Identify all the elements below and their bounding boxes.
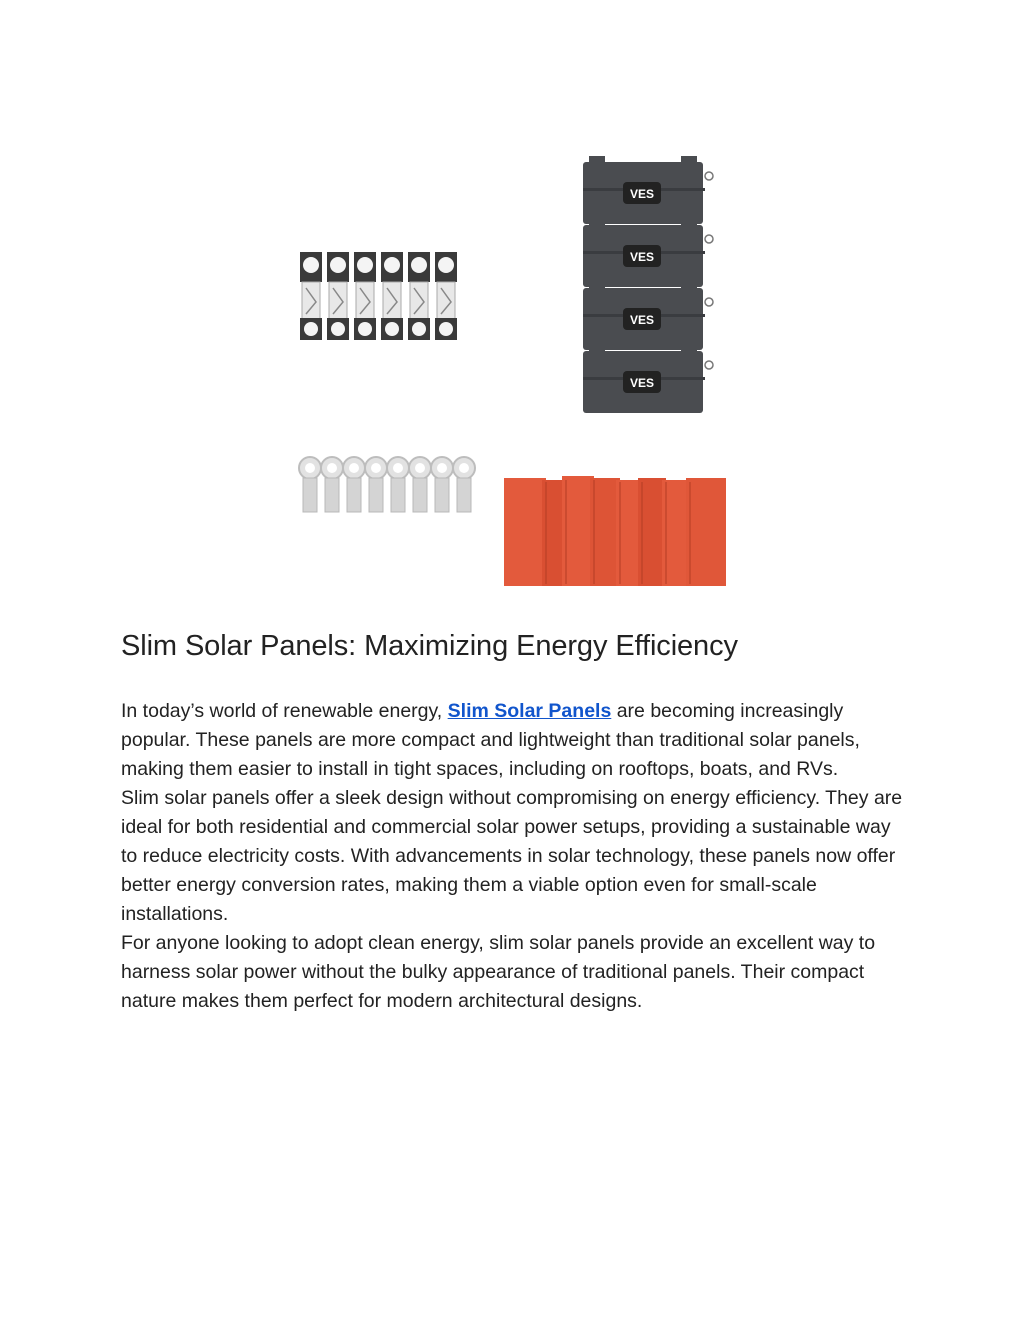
article-body xyxy=(121,697,911,1016)
fuse-strip xyxy=(300,252,457,340)
paragraph-design: Slim solar panels offer a sleek design without compromising on energy efficiency. They are ideal for both residential and commercial solar power setups, providing a sustainable way to reduce electricity costs. With advancements in solar technology, these panels now offer better energy conversion rates, making them a viable option even for small-scale installations. xyxy=(121,787,903,925)
paragraph-intro xyxy=(121,697,911,784)
ring-lugs xyxy=(299,457,475,512)
fuse-holders xyxy=(583,156,713,413)
svg-text:VES: VES xyxy=(629,187,655,201)
intro-text-after: are becoming increasingly popular. These panels are more compact and lightweight than traditional solar panels, making them easier to install in tight spaces, including on rooftops, boats, and RVs. xyxy=(121,700,860,780)
article-title: Slim Solar Panels: Maximizing Energy Efficiency xyxy=(121,630,738,662)
slim-solar-panels-link[interactable]: Slim Solar Panels xyxy=(447,700,612,722)
product-photo xyxy=(286,150,746,600)
intro-text-before: In today’s world of renewable energy, xyxy=(121,700,448,722)
paragraph-conclusion: For anyone looking to adopt clean energy, slim solar panels provide an excellent way to harness solar power without the bulky appearance of traditional panels. Their compact nature makes them perfect for modern architectural designs. xyxy=(121,932,876,1012)
heat-shrink-tubing xyxy=(504,476,726,586)
